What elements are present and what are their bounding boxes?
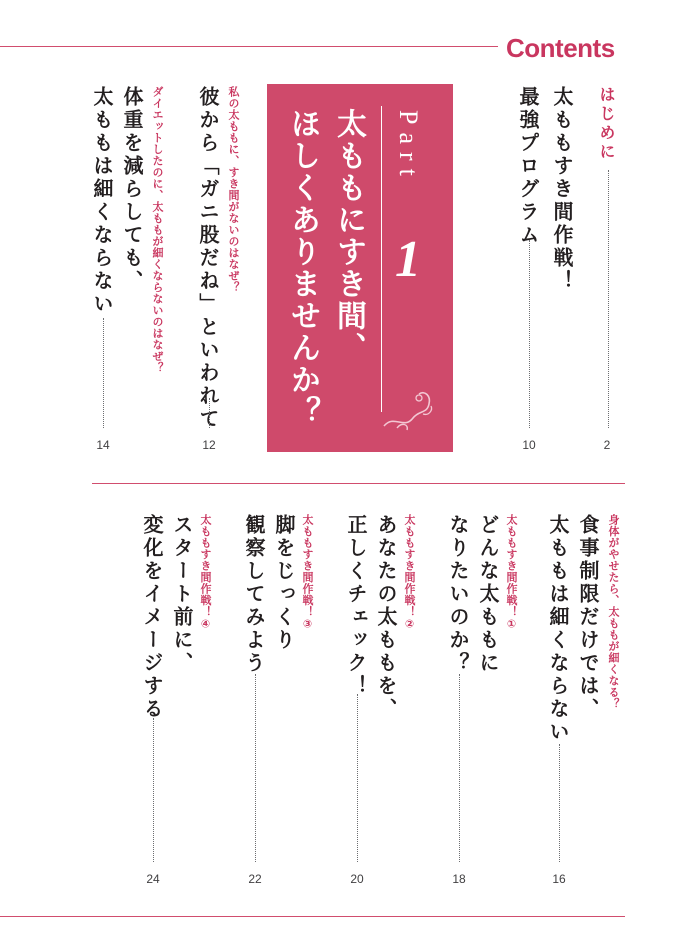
header-rule [0,46,498,47]
toc-page-number: 16 [552,872,566,886]
toc-page-number: 14 [96,438,110,452]
toc-entry-title-line1: あなたの太ももを、 [374,514,398,721]
toc-entry-title-line1: 脚をじっくり [272,514,296,652]
toc-entry-title-line1: どんな太ももに [476,514,500,675]
toc-entry-title-line1: 太ももすき間作戦！ [550,86,574,293]
toc-page-number: 18 [452,872,466,886]
toc-entry-title-line2: 正しくチェック！ [344,514,368,698]
toc-entry-subtitle: ダイエットしたのに、太ももが細くならないのはなぜ？ [151,86,164,374]
toc-leader-dots [357,694,358,862]
toc-entry-subtitle: 私の太ももに、すき間がないのはなぜ？ [227,86,240,293]
toc-leader-dots [608,170,609,428]
toc-entry-title-line2: 変化をイメージする [140,514,164,721]
toc-entry-title-line2: 太ももは細くならない [546,514,570,744]
toc-leader-dots [103,318,104,428]
toc-entry-title-line2: 観察してみよう [242,514,266,675]
toc-leader-dots [209,398,210,428]
banner-divider [381,106,382,412]
toc-leader-dots [459,674,460,862]
toc-leader-dots [529,240,530,428]
toc-entry-title-line2: なりたいのか？ [446,514,470,675]
toc-page-number: 10 [522,438,536,452]
part-title-line2: ほしくありませんか？ [285,108,320,428]
toc-entry-title: 彼から「ガニ股だね」といわれて [196,86,220,431]
toc-entry-title-line2: 最強プログラム [516,86,540,247]
part-banner [267,84,453,452]
toc-entry-subtitle: 身体がやせたら、太ももが細くなる？ [607,514,620,710]
toc-page-number: 12 [202,438,216,452]
toc-leader-dots [255,674,256,862]
toc-entry-title-line2: 太ももは細くならない [90,86,114,316]
flourish-ornament-icon [379,384,439,434]
section-divider [92,483,625,484]
toc-entry-subtitle: 太ももすき間作戦！④ [199,514,212,631]
toc-entry-title-line1: 体重を減らしても、 [120,86,144,293]
toc-page-number: 2 [603,438,611,452]
toc-page-number: 22 [248,872,262,886]
part-number: 1 [395,231,421,288]
toc-intro-label: はじめに [597,86,616,162]
footer-rule [0,916,625,917]
part-label: Part [394,110,423,184]
toc-entry-subtitle: 太ももすき間作戦！③ [301,514,314,631]
toc-leader-dots [559,744,560,862]
toc-page-number: 24 [146,872,160,886]
toc-entry-title-line1: 食事制限だけでは、 [576,514,600,721]
toc-entry-subtitle: 太ももすき間作戦！② [403,514,416,631]
toc-leader-dots [153,718,154,862]
toc-page-number: 20 [350,872,364,886]
part-title-line1: 太ももにすき間、 [331,108,366,364]
toc-entry-subtitle: 太ももすき間作戦！① [505,514,518,631]
toc-entry-title-line1: スタート前に、 [170,514,194,675]
page-title: Contents [506,33,615,63]
